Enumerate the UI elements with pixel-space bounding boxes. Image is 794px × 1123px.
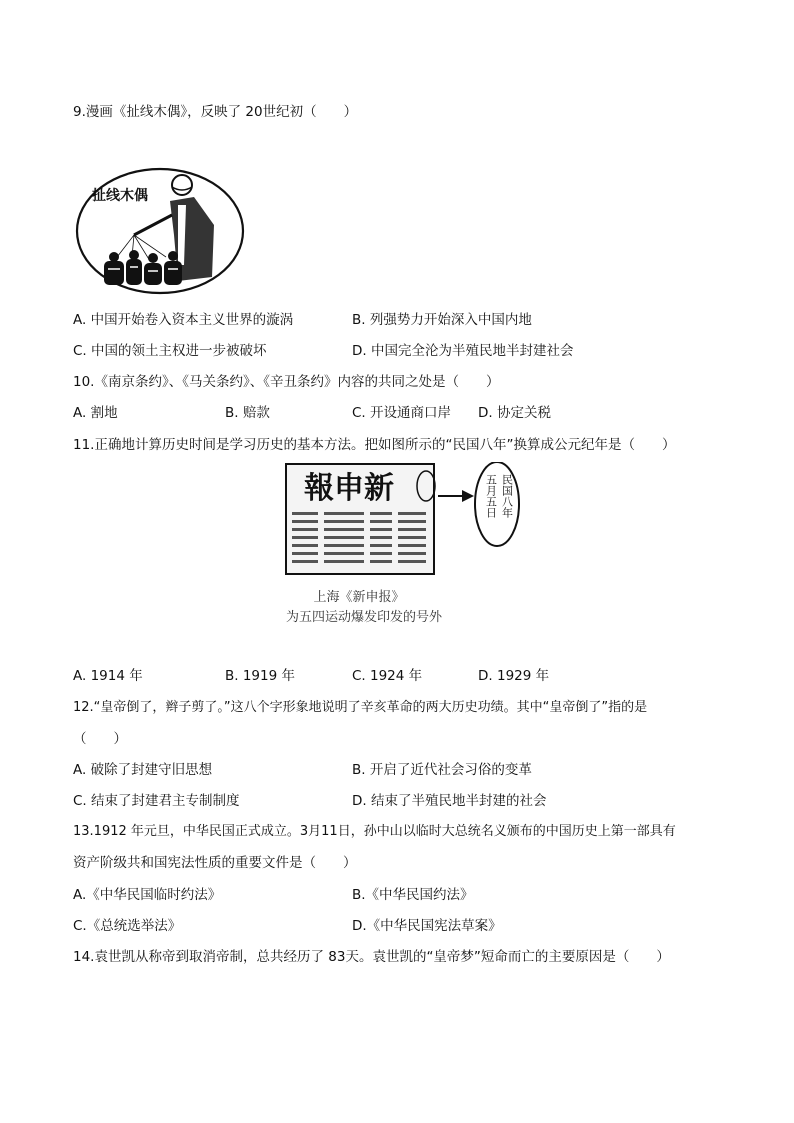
q10-option-a: A. 割地	[73, 405, 118, 421]
date-box-line-1: 民国八年	[500, 474, 514, 518]
question-12-stem-line-2: （ ）	[73, 731, 127, 747]
q10-option-c: C. 开设通商口岸	[352, 405, 452, 421]
newspaper-masthead: 報申新	[304, 471, 394, 506]
question-14-stem: 14.袁世凯从称帝到取消帝制，总共经历了 83天。袁世凯的“皇帝梦”短命而亡的主要原因是（ ）	[73, 949, 670, 965]
q13-option-a: A.《中华民国临时约法》	[73, 887, 222, 903]
newspaper-caption-line-2: 为五四运动爆发印发的号外	[285, 610, 442, 625]
q12-option-c: C. 结束了封建君主专制制度	[73, 793, 240, 809]
q12-option-b: B. 开启了近代社会习俗的变革	[352, 762, 532, 778]
cartoon-title-text: 扯线木偶	[92, 188, 148, 204]
q11-option-b: B. 1919 年	[225, 668, 295, 684]
date-box-line-2: 五月五日	[484, 474, 498, 518]
question-13-stem-line-2: 资产阶级共和国宪法性质的重要文件是（ ）	[73, 855, 357, 871]
q13-option-d: D.《中华民国宪法草案》	[352, 918, 502, 934]
q11-option-d: D. 1929 年	[478, 668, 550, 684]
question-10-stem: 10.《南京条约》、《马关条约》、《辛丑条约》内容的共同之处是（ ）	[73, 374, 500, 390]
question-13-stem-line-1: 13.1912 年元旦，中华民国正式成立。3月11日，孙中山以临时大总统名义颁布的中国历史上第一部具有	[73, 824, 676, 839]
q9-option-a: A. 中国开始卷入资本主义世界的漩涡	[73, 312, 294, 328]
question-12-stem-line-1: 12.“皇帝倒了，辫子剪了。”这八个字形象地说明了辛亥革命的两大历史功绩。其中“皇帝倒了”指的是	[73, 700, 648, 715]
q10-option-d: D. 协定关税	[478, 405, 551, 421]
puppet-cartoon-image	[74, 165, 246, 297]
question-11-stem: 11.正确地计算历史时间是学习历史的基本方法。把如图所示的“民国八年”换算成公元纪年是（ ）	[73, 437, 676, 453]
q9-option-b: B. 列强势力开始深入中国内地	[352, 312, 532, 328]
q9-option-d: D. 中国完全沦为半殖民地半封建社会	[352, 343, 574, 359]
q11-option-a: A. 1914 年	[73, 668, 143, 684]
question-9-stem: 9.漫画《扯线木偶》，反映了 20世纪初（ ）	[73, 104, 358, 120]
q9-option-c: C. 中国的领土主权进一步被破坏	[73, 343, 267, 359]
q13-option-c: C.《总统选举法》	[73, 918, 182, 934]
q10-option-b: B. 赔款	[225, 405, 270, 421]
q12-option-a: A. 破除了封建守旧思想	[73, 762, 213, 778]
q11-option-c: C. 1924 年	[352, 668, 423, 684]
q12-option-d: D. 结束了半殖民地半封建的社会	[352, 793, 547, 809]
newspaper-caption-line-1: 上海《新申报》	[313, 590, 405, 605]
newspaper-image	[284, 462, 524, 578]
q13-option-b: B.《中华民国约法》	[352, 887, 474, 903]
